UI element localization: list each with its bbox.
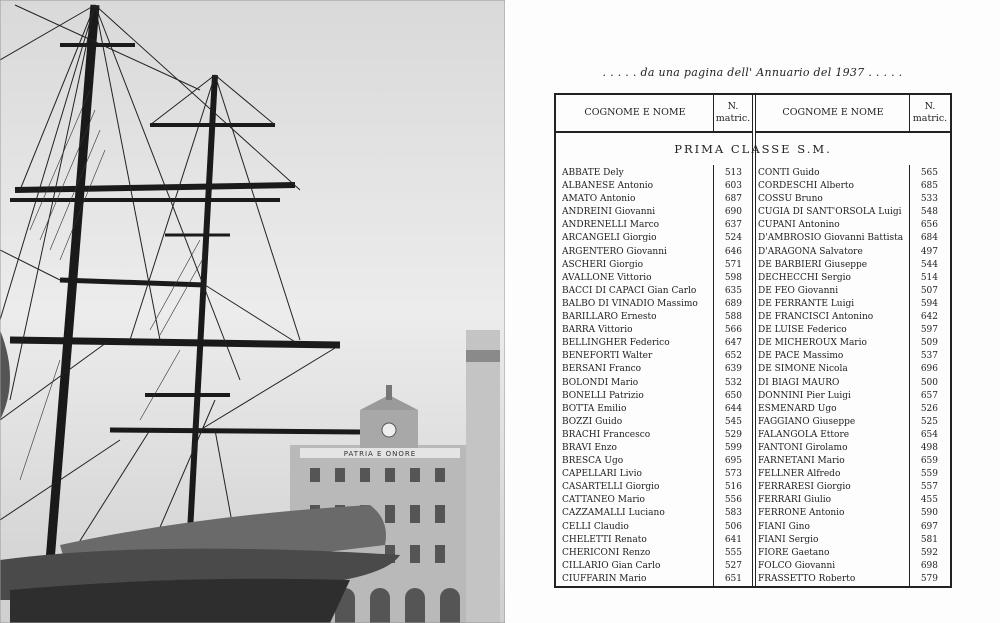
table-row: [758, 377, 938, 390]
page-heading: . . . . . da una pagina dell' Annuario del 1937 . . . . .: [602, 66, 903, 79]
student-name: DONNINI Pier Luigi: [758, 390, 851, 401]
student-name: BOTTA Emilio: [562, 403, 627, 414]
table-row: [562, 521, 742, 534]
left-student-list: [562, 167, 742, 586]
student-name: CAPELLARI Livio: [562, 469, 642, 480]
student-name: CHERICONI Renzo: [562, 547, 651, 558]
student-name: BOLONDI Mario: [562, 377, 639, 388]
table-row: [758, 337, 938, 350]
registration-number: 641: [724, 534, 742, 545]
table-row: [562, 468, 742, 481]
table-row: [758, 206, 938, 219]
registration-number: 579: [920, 573, 938, 584]
student-name: ALBANESE Antonio: [562, 181, 654, 192]
table-row: [562, 416, 742, 429]
registration-number: 657: [920, 390, 938, 401]
table-row: [562, 403, 742, 416]
registration-number: 573: [724, 469, 742, 480]
table-row: [758, 259, 938, 272]
registration-number: 527: [724, 560, 742, 571]
table-row: [562, 429, 742, 442]
header-divider: [909, 95, 910, 133]
table-row: [562, 547, 742, 560]
student-name: BENEFORTI Walter: [562, 351, 653, 362]
student-name: AMATO Antonio: [562, 194, 636, 205]
building-sign: PATRIA E ONORE: [343, 450, 417, 458]
table-row: [562, 180, 742, 193]
student-name: DI BIAGI MAURO: [758, 377, 840, 388]
registration-number: 514: [920, 272, 938, 283]
student-name: CHELETTI Renato: [562, 534, 647, 545]
table-row: [562, 193, 742, 206]
table-row: [562, 324, 742, 337]
table-row: [562, 298, 742, 311]
registration-number: 698: [920, 560, 938, 571]
registration-number: 689: [724, 298, 742, 309]
student-name: FOLCO Giovanni: [758, 560, 836, 571]
table-row: [758, 481, 938, 494]
registration-number: 545: [724, 416, 742, 427]
yearbook-page: [505, 0, 1000, 623]
registration-number: 566: [724, 325, 742, 336]
student-name: DE FRANCISCI Antonino: [758, 312, 874, 323]
registration-number: 603: [724, 181, 742, 192]
registration-number: 590: [920, 508, 938, 519]
table-row: [758, 219, 938, 232]
student-name: CAZZAMALLI Luciano: [562, 508, 665, 519]
student-name: DE SIMONE Nicola: [758, 364, 848, 375]
table-row: [562, 481, 742, 494]
table-row: [562, 573, 742, 586]
registration-number: 635: [724, 285, 742, 296]
student-name: BACCI DI CAPACI Gian Carlo: [562, 285, 697, 296]
registration-number: 500: [920, 377, 938, 388]
col-header-number-right: N. matric.: [910, 95, 950, 133]
student-name: CILLARIO Gian Carlo: [562, 560, 661, 571]
table-row: [758, 560, 938, 573]
table-row: [758, 167, 938, 180]
student-name: FIANI Sergio: [758, 534, 819, 545]
registration-number: 598: [724, 272, 742, 283]
table-row: [758, 350, 938, 363]
student-name: FERRONE Antonio: [758, 508, 845, 519]
student-name: CIUFFARIN Mario: [562, 573, 647, 584]
registration-number: 506: [724, 521, 742, 532]
student-name: CASARTELLI Giorgio: [562, 482, 660, 493]
student-name: BRAVI Enzo: [562, 442, 617, 453]
table-row: [562, 285, 742, 298]
student-name: BELLINGHER Federico: [562, 338, 670, 349]
table-row: [758, 180, 938, 193]
table-row: [562, 560, 742, 573]
table-row: [758, 521, 938, 534]
registration-number: 559: [920, 469, 938, 480]
student-name: D'AMBROSIO Giovanni Battista: [758, 233, 904, 244]
registration-number: 583: [724, 508, 742, 519]
registration-number: 571: [724, 259, 742, 270]
table-row: [562, 494, 742, 507]
table-row: [758, 455, 938, 468]
registration-number: 556: [724, 495, 742, 506]
registration-number: 533: [920, 194, 938, 205]
table-row: [758, 494, 938, 507]
section-title: PRIMA CLASSE S.M.: [674, 142, 832, 156]
table-row: [562, 311, 742, 324]
registration-number: 497: [920, 246, 938, 257]
registration-number: 525: [920, 416, 938, 427]
table-row: [758, 573, 938, 586]
student-name: DE FERRANTE Luigi: [758, 298, 855, 309]
registration-number: 555: [724, 547, 742, 558]
registration-number: 639: [724, 364, 742, 375]
student-name: BALBO DI VINADIO Massimo: [562, 298, 698, 309]
student-name: CORDESCHI Alberto: [758, 181, 854, 192]
table-row: [562, 232, 742, 245]
student-name: FERRARESI Giorgio: [758, 482, 851, 493]
registration-number: 509: [920, 338, 938, 349]
registration-number: 652: [724, 351, 742, 362]
registration-number: 599: [724, 442, 742, 453]
registration-number: 659: [920, 456, 938, 467]
registration-number: 548: [920, 207, 938, 218]
student-name: CONTI Guido: [758, 168, 820, 178]
table-row: [758, 403, 938, 416]
registration-number: 697: [920, 521, 938, 532]
table-row: [758, 285, 938, 298]
student-name: FIANI Gino: [758, 521, 810, 532]
table-row: [562, 442, 742, 455]
student-name: D'ARAGONA Salvatore: [758, 246, 863, 257]
student-name: DE FEO Giovanni: [758, 285, 839, 296]
student-name: FELLNER Alfredo: [758, 469, 841, 480]
table-row: [758, 390, 938, 403]
table-row: [562, 507, 742, 520]
student-name: DE LUISE Federico: [758, 325, 847, 336]
table-row: [562, 377, 742, 390]
table-row: [758, 547, 938, 560]
column-divider: [752, 95, 753, 586]
registration-number: 581: [920, 534, 938, 545]
registration-number: 695: [724, 456, 742, 467]
col-header-name-right: COGNOME E NOME: [756, 95, 910, 133]
registration-number: 537: [920, 351, 938, 362]
student-name: ANDREINI Giovanni: [562, 207, 656, 218]
table-row: [562, 167, 742, 180]
header-divider: [713, 95, 714, 133]
registration-number: 696: [920, 364, 938, 375]
table-row: [562, 272, 742, 285]
student-name: FAGGIANO Giuseppe: [758, 416, 856, 427]
student-name: ESMENARD Ugo: [758, 403, 837, 414]
student-name: FERRARI Giulio: [758, 495, 832, 506]
table-row: [758, 534, 938, 547]
registration-number: 532: [724, 377, 742, 388]
table-row: [758, 468, 938, 481]
student-name: FALANGOLA Ettore: [758, 429, 850, 440]
table-row: [758, 363, 938, 376]
registration-number: 684: [920, 233, 938, 244]
student-name: CELLI Claudio: [562, 521, 629, 532]
table-row: [758, 193, 938, 206]
student-name: BRACHI Francesco: [562, 429, 651, 440]
registration-number: 644: [724, 403, 742, 414]
registration-number: 654: [920, 429, 938, 440]
registration-number: 524: [724, 233, 742, 244]
student-name: ARGENTERO Giovanni: [562, 246, 667, 257]
table-row: [562, 259, 742, 272]
registration-number: 592: [920, 547, 938, 558]
registration-number: 685: [920, 181, 938, 192]
student-name: BERSANI Franco: [562, 364, 642, 375]
table-row: [562, 363, 742, 376]
student-name: ARCANGELI Giorgio: [562, 233, 657, 244]
student-name: BRESCA Ugo: [562, 456, 624, 467]
registration-number: 690: [724, 207, 742, 218]
registration-number: 597: [920, 325, 938, 336]
student-name: DECHECCHI Sergio: [758, 272, 851, 283]
registration-number: 651: [724, 573, 742, 584]
registration-number: 637: [724, 220, 742, 231]
registration-number: 544: [920, 259, 938, 270]
student-name: BARRA Vittorio: [562, 325, 633, 336]
table-row: [758, 246, 938, 259]
student-name: AVALLONE Vittorio: [562, 272, 652, 283]
student-name: FIORE Gaetano: [758, 547, 830, 558]
table-row: [758, 272, 938, 285]
right-student-list: [758, 167, 938, 586]
student-name: CUPANI Antonino: [758, 220, 840, 231]
registration-number: 529: [724, 429, 742, 440]
registration-number: 557: [920, 482, 938, 493]
table-row: [758, 232, 938, 245]
student-name: ASCHERI Giorgio: [562, 259, 644, 270]
table-row: [562, 246, 742, 259]
table-row: [758, 311, 938, 324]
registration-number: 646: [724, 246, 742, 257]
table-row: [562, 219, 742, 232]
student-name: CATTANEO Mario: [562, 495, 645, 506]
table-row: [562, 350, 742, 363]
registration-number: 650: [724, 390, 742, 401]
registration-number: 656: [920, 220, 938, 231]
registration-number: 594: [920, 298, 938, 309]
registration-number: 526: [920, 403, 938, 414]
col-header-name-left: COGNOME E NOME: [556, 95, 714, 133]
registration-number: 588: [724, 312, 742, 323]
registration-number: 642: [920, 312, 938, 323]
registration-number: 507: [920, 285, 938, 296]
student-name: ABBATE Dely: [562, 168, 624, 178]
student-name: CUGIA DI SANT'ORSOLA Luigi: [758, 207, 902, 218]
student-register-table: [554, 93, 952, 588]
col-header-number-left: N. matric.: [714, 95, 752, 133]
table-row: [562, 390, 742, 403]
student-name: ANDRENELLI Marco: [562, 220, 660, 231]
registration-number: 513: [724, 168, 742, 178]
registration-number: 647: [724, 338, 742, 349]
student-name: FRASSETTO Roberto: [758, 573, 856, 584]
student-name: DE PACE Massimo: [758, 351, 844, 362]
student-name: BARILLARO Ernesto: [562, 312, 657, 323]
student-name: DE BARBIERI Giuseppe: [758, 259, 868, 270]
table-row: [562, 206, 742, 219]
registration-number: 687: [724, 194, 742, 205]
registration-number: 565: [920, 168, 938, 178]
column-divider: [755, 95, 756, 586]
table-row: [758, 416, 938, 429]
table-row: [758, 324, 938, 337]
table-row: [562, 455, 742, 468]
registration-number: 516: [724, 482, 742, 493]
student-name: FANTONI Girolamo: [758, 442, 848, 453]
student-name: BONELLI Patrizio: [562, 390, 644, 401]
student-name: FARNETANI Mario: [758, 456, 845, 467]
registration-number: 498: [920, 442, 938, 453]
table-row: [758, 298, 938, 311]
table-row: [562, 534, 742, 547]
table-row: [758, 429, 938, 442]
student-name: DE MICHEROUX Mario: [758, 338, 867, 349]
table-row: [758, 507, 938, 520]
table-row: [758, 442, 938, 455]
student-name: COSSU Bruno: [758, 194, 823, 205]
table-row: [562, 337, 742, 350]
student-name: BOZZI Guido: [562, 416, 623, 427]
registration-number: 455: [920, 495, 938, 506]
